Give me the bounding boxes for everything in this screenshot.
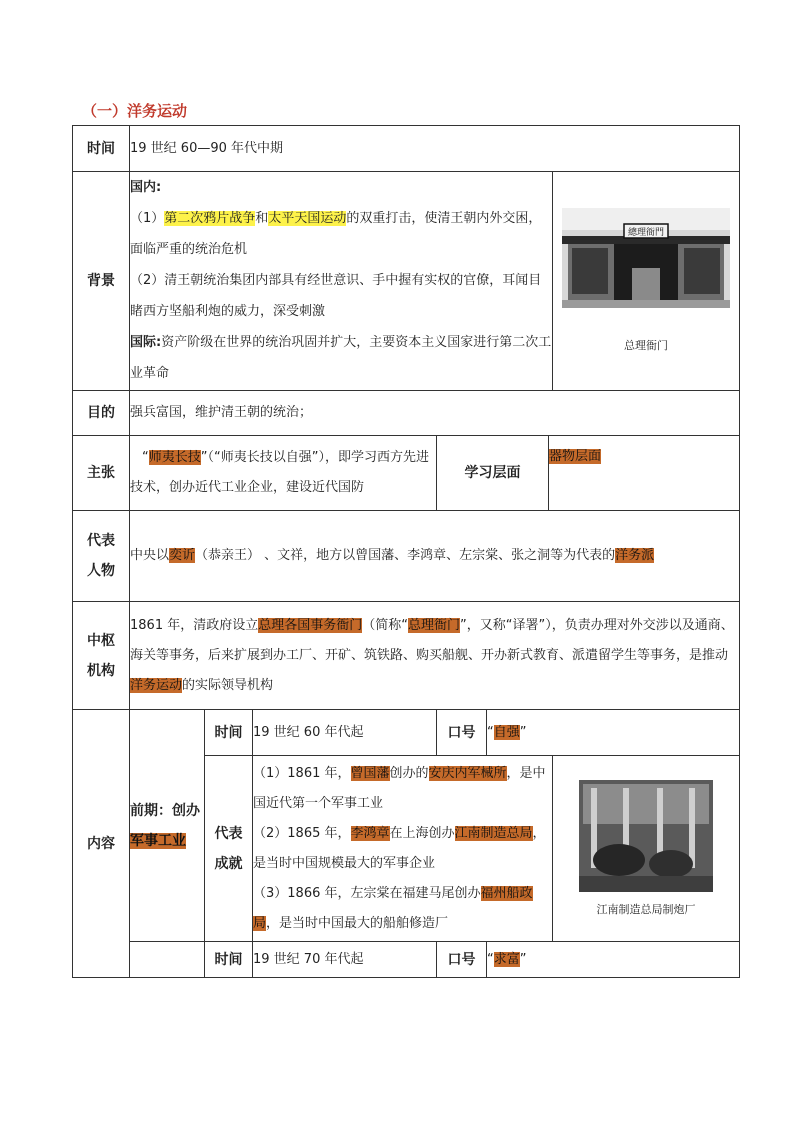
content-label: 内容 bbox=[73, 710, 130, 978]
proposition-label: 主张 bbox=[73, 436, 130, 511]
highlight-yangwu-movement: 洋务运动 bbox=[130, 677, 183, 693]
highlight-taiping: 太平天国运动 bbox=[268, 211, 347, 226]
early-phase-label: 前期：创办军事工业 bbox=[130, 710, 205, 942]
row-content-late-time bbox=[73, 942, 740, 978]
time-label: 时间 bbox=[73, 126, 130, 172]
row-background bbox=[73, 172, 740, 391]
highlight-opium-war: 第二次鸦片战争 bbox=[164, 211, 256, 226]
highlight-yangwu-pai: 洋务派 bbox=[615, 548, 655, 563]
institution-text: 1861 年，清政府设立总理各国事务衙门（简称“总理衙门”，又称“译署”），负责办理对外交涉以及通商、海关等事务，后来扩展到办工厂、开矿、筑铁路、购买船舰、开办新式教育、派遣留学生等事务，是推动洋务运动的实际领导机构 bbox=[130, 602, 740, 710]
time-value: 19 世纪 60—90 年代中期 bbox=[130, 126, 740, 172]
row-institution bbox=[73, 602, 740, 710]
achievements-text bbox=[253, 756, 553, 942]
proposition-text: “师夷长技”（“师夷长技以自强”），即学习西方先进技术，创办近代工业企业，建设近代国防 bbox=[130, 436, 437, 511]
row-content-early-time bbox=[73, 710, 740, 756]
late-time-value: 19 世纪 70 年代起 bbox=[253, 942, 437, 978]
highlight-yixin: 奕䜣 bbox=[169, 548, 196, 563]
westernization-table bbox=[72, 125, 740, 978]
yamen-photo bbox=[562, 208, 730, 308]
background-text bbox=[130, 172, 553, 391]
late-slogan-label: 口号 bbox=[437, 942, 487, 978]
late-slogan-value: “求富” bbox=[487, 942, 740, 978]
row-proposition bbox=[73, 436, 740, 511]
row-figures bbox=[73, 511, 740, 602]
early-time-value: 19 世纪 60 年代起 bbox=[253, 710, 437, 756]
highlight-zongli-full: 总理各国事务衙门 bbox=[258, 617, 363, 633]
highlight-zongli: 总理衙门 bbox=[407, 617, 460, 633]
yamen-sign-text: 總理衙門 bbox=[628, 228, 665, 238]
background-point-1: （1）第二次鸦片战争和太平天国运动的双重打击，使清王朝内外交困，面临严重的统治危机 bbox=[130, 211, 542, 257]
arsenal-caption: 江南制造总局制炮厂 bbox=[596, 902, 696, 916]
arsenal-photo bbox=[579, 780, 713, 892]
yamen-caption: 总理衙门 bbox=[624, 339, 669, 352]
early-slogan-value: “自强” bbox=[487, 710, 740, 756]
international-label: 国际: bbox=[130, 335, 162, 350]
yamen-photo-cell bbox=[553, 172, 740, 391]
highlight-qiufu: 求富 bbox=[493, 951, 520, 967]
achievement-1: （1）1861 年，曾国藩创办的安庆内军械所，是中国近代第一个军事工业 bbox=[253, 765, 546, 811]
background-international: 国际:资产阶级在世界的统治巩固并扩大，主要资本主义国家进行第二次工业革命 bbox=[130, 335, 552, 381]
arsenal-photo-cell bbox=[553, 756, 740, 942]
figures-text: 中央以奕䜣（恭亲王） 、文祥，地方以曾国藩、李鸿章、左宗棠、张之洞等为代表的洋务派 bbox=[130, 511, 740, 602]
figures-label: 代表 人物 bbox=[73, 511, 130, 602]
domestic-label: 国内: bbox=[130, 180, 162, 195]
late-phase-blank bbox=[130, 942, 205, 978]
highlight-shiyi: 师夷长技 bbox=[148, 450, 201, 465]
highlight-qiwu: 器物层面 bbox=[549, 449, 602, 464]
background-label: 背景 bbox=[73, 172, 130, 391]
highlight-military-industry: 军事工业 bbox=[130, 832, 186, 849]
achievement-3: （3）1866 年，左宗棠在福建马尾创办福州船政局，是当时中国最大的船舶修造厂 bbox=[253, 885, 533, 931]
purpose-value: 强兵富国，维护清王朝的统治； bbox=[130, 391, 740, 436]
section-title: （一）洋务运动 bbox=[82, 102, 188, 120]
late-time-label: 时间 bbox=[205, 942, 253, 978]
learning-level-value bbox=[549, 436, 740, 511]
institution-label: 中枢 机构 bbox=[73, 602, 130, 710]
row-purpose bbox=[73, 391, 740, 436]
achievement-2: （2）1865 年，李鸿章在上海创办江南制造总局，是当时中国规模最大的军事企业 bbox=[253, 825, 546, 871]
early-slogan-label: 口号 bbox=[437, 710, 487, 756]
purpose-label: 目的 bbox=[73, 391, 130, 436]
achievements-label: 代表 成就 bbox=[205, 756, 253, 942]
highlight-ziqiang: 自强 bbox=[493, 724, 520, 740]
early-time-label: 时间 bbox=[205, 710, 253, 756]
background-point-2: （2）清王朝统治集团内部具有经世意识、手中握有实权的官僚，耳闻目睹西方坚船利炮的威力，深受刺激 bbox=[130, 273, 542, 319]
row-time bbox=[73, 126, 740, 172]
learning-level-label: 学习层面 bbox=[437, 436, 549, 511]
